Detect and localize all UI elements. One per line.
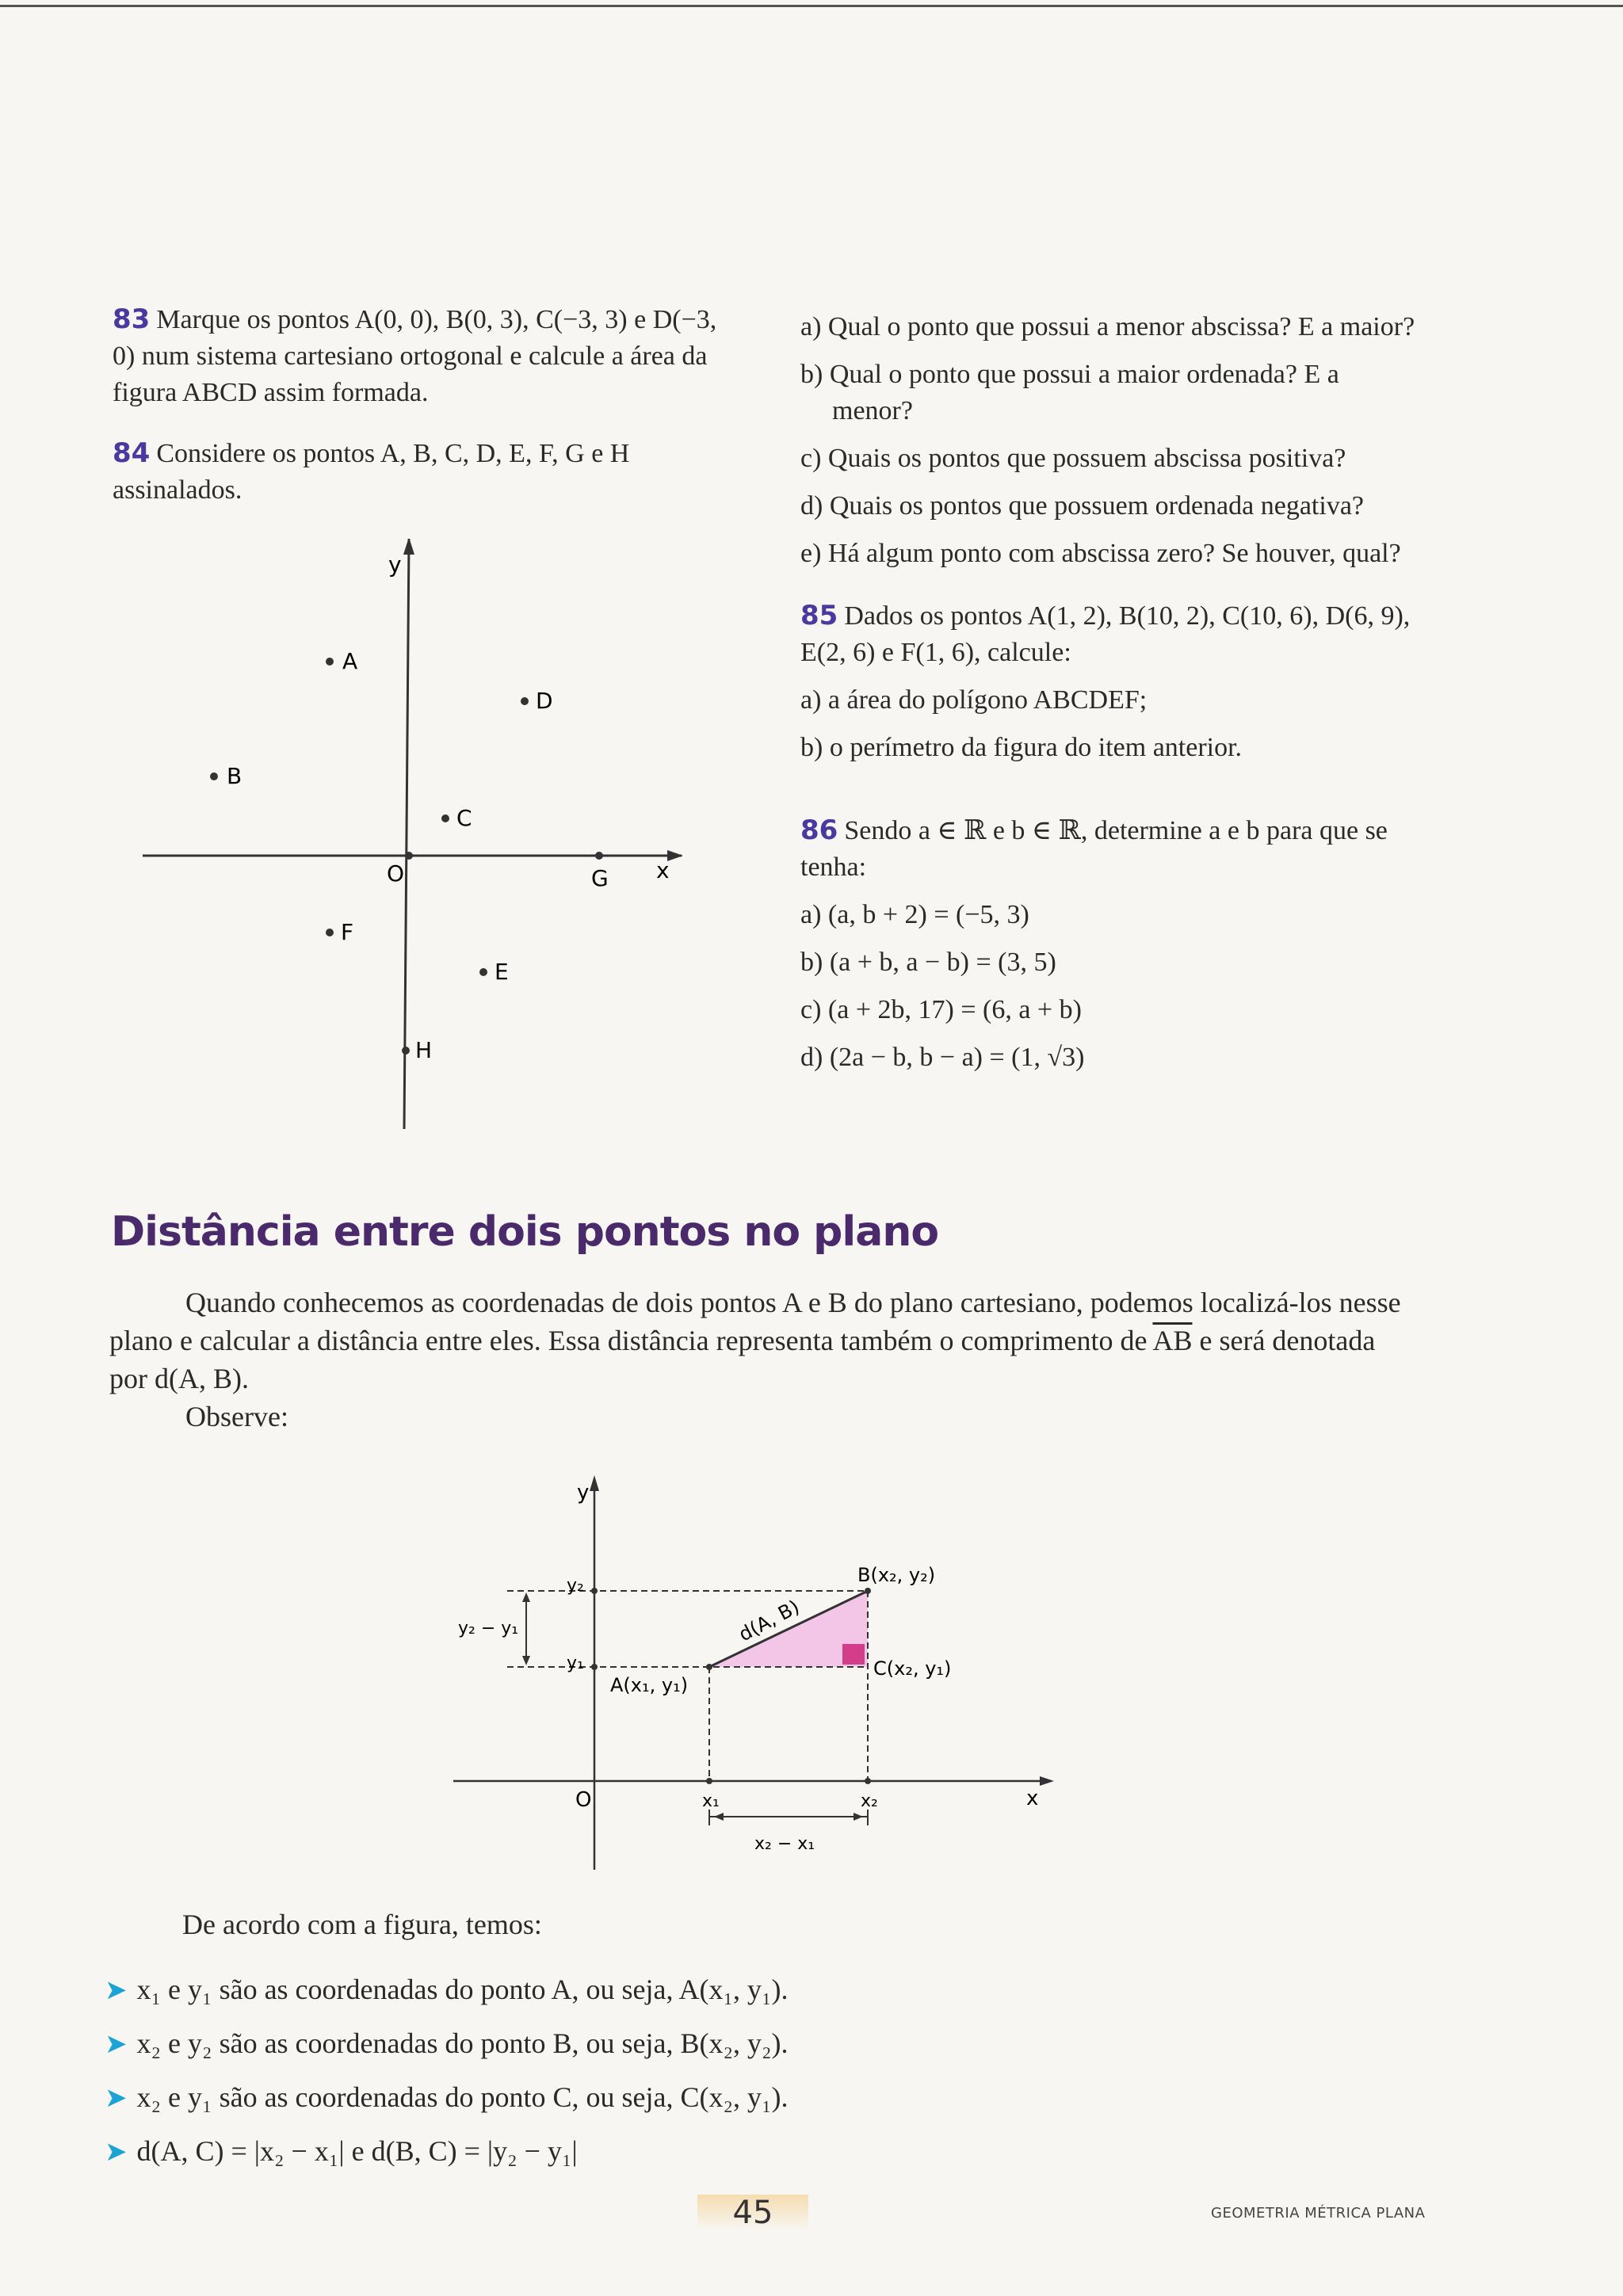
bullet-text: d(A, C) = |x₂ − x₁| e d(B, C) = |y₂ − y₁| [136,2135,578,2167]
item-86b: b) (a + b, a − b) = (3, 5) [800,948,1056,977]
y1-label: y₁ [567,1653,584,1673]
bullet-text: x₁ e y₁ são as coordenadas do ponto A, ou seja, A(x₁, y₁). [136,1974,789,2005]
y2-label: y₂ [567,1576,584,1596]
exercise-text: Sendo a ∈ ℝ e b ∈ ℝ, determine a e b para que se tenha: [800,816,1388,882]
exercise-text: Dados os pontos A(1, 2), B(10, 2), C(10, 6), D(6, 9), E(2, 6) e F(1, 6), calcule: [800,601,1411,667]
bullet-item [105,2134,789,2188]
observe-text: Observe: [185,1401,288,1432]
intro-text [109,1283,1409,1398]
section-heading: Distância entre dois pontos no plano [111,1208,939,1256]
exercise-83 [113,301,731,411]
point-A: A [342,648,358,674]
arrow-icon: ➤ [105,1974,128,2006]
item-86a: a) (a, b + 2) = (−5, 3) [800,900,1029,929]
point-C-label: C(x₂, y₁) [873,1657,952,1680]
point-E: E [495,959,509,985]
page-number: 45 [697,2195,808,2231]
right-angle-marker [842,1644,865,1665]
exercise-84 [113,435,731,509]
point-H: H [415,1037,433,1063]
x-axis-label: x [1026,1787,1039,1810]
point-B-label: B(x₂, y₂) [857,1564,936,1586]
arrow-icon: ➤ [105,2082,128,2114]
top-border [0,5,1623,7]
question-c: c) Quais os pontos que possuem abscissa positiva? [800,444,1346,473]
arrow-icon: ➤ [105,2028,128,2060]
item-85b: b) o perímetro da figura do item anterior. [800,733,1243,762]
origin-label: O [575,1788,592,1812]
dx-label: x₂ − x₁ [754,1834,815,1854]
segment-AB: $\overline{AB}$ [1152,1325,1193,1356]
conclusion-bullets [105,1973,789,2188]
x2-label: x₂ [861,1791,878,1811]
point-F: F [341,919,354,945]
conclusion-intro: De acordo com a figura, temos: [182,1909,542,1940]
exercise-85 [800,597,1419,671]
point-B: B [227,763,242,789]
points-graph [135,539,705,1141]
left-column [113,301,731,509]
item-86c: c) (a + 2b, 17) = (6, a + b) [800,995,1082,1024]
distance-label: d(A, B) [735,1596,804,1646]
right-column [800,309,1419,1087]
point-A-label: A(x₁, y₁) [610,1674,689,1696]
x-axis-label: x [656,857,670,883]
section-paragraph [109,1283,1409,1436]
para-end: e será denotada por d(A, B). [109,1325,1376,1394]
item-86d: d) (2a − b, b − a) = (1, √3) [800,1043,1085,1072]
exercise-number: 85 [800,600,838,631]
item-85a: a) a área do polígono ABCDEF; [800,685,1148,715]
y-axis-label: y [577,1481,590,1505]
exercise-number: 86 [800,814,838,846]
exercise-number: 84 [113,437,151,469]
bullet-text: x₂ e y₁ são as coordenadas do ponto C, ou seja, C(x₂, y₁). [136,2081,789,2113]
bullet-item [105,1973,789,2027]
point-G: G [591,865,609,891]
exercise-86 [800,812,1419,886]
bullet-item [105,2027,789,2081]
footer-title: GEOMETRIA MÉTRICA PLANA [1211,2205,1426,2222]
distance-figure [444,1466,1078,1878]
origin-label: O [387,860,405,887]
x1-label: x₁ [702,1791,720,1811]
bullet-text: x₂ e y₂ são as coordenadas do ponto B, ou seja, B(x₂, y₂). [136,2027,789,2059]
dy-label: y₂ − y₁ [458,1619,519,1638]
question-e: e) Há algum ponto com abscissa zero? Se houver, qual? [800,539,1401,568]
question-d: d) Quais os pontos que possuem ordenada negativa? [800,491,1364,521]
exercise-text: Marque os pontos A(0, 0), B(0, 3), C(−3, 3) e D(−3, 0) num sistema cartesiano ortogonal e calcule a área da figura ABCD assim formada. [113,305,717,407]
question-b: b) Qual o ponto que possui a maior ordenada? E a menor? [800,360,1339,425]
exercise-text: Considere os pontos A, B, C, D, E, F, G e H assinalados. [113,439,630,505]
question-a: a) Qual o ponto que possui a menor abscissa? E a maior? [800,312,1415,341]
arrow-icon: ➤ [105,2136,128,2168]
bullet-item [105,2081,789,2134]
exercise-number: 83 [113,303,151,335]
point-D: D [536,688,553,714]
para-start: Quando conhecemos as coordenadas de dois pontos A e B do plano cartesiano, podemos localizá-los nesse plano e calcular a distância entre eles. Essa distância representa também o comprimento de [109,1287,1401,1356]
y-axis-label: y [388,551,402,578]
point-C: C [456,805,472,831]
